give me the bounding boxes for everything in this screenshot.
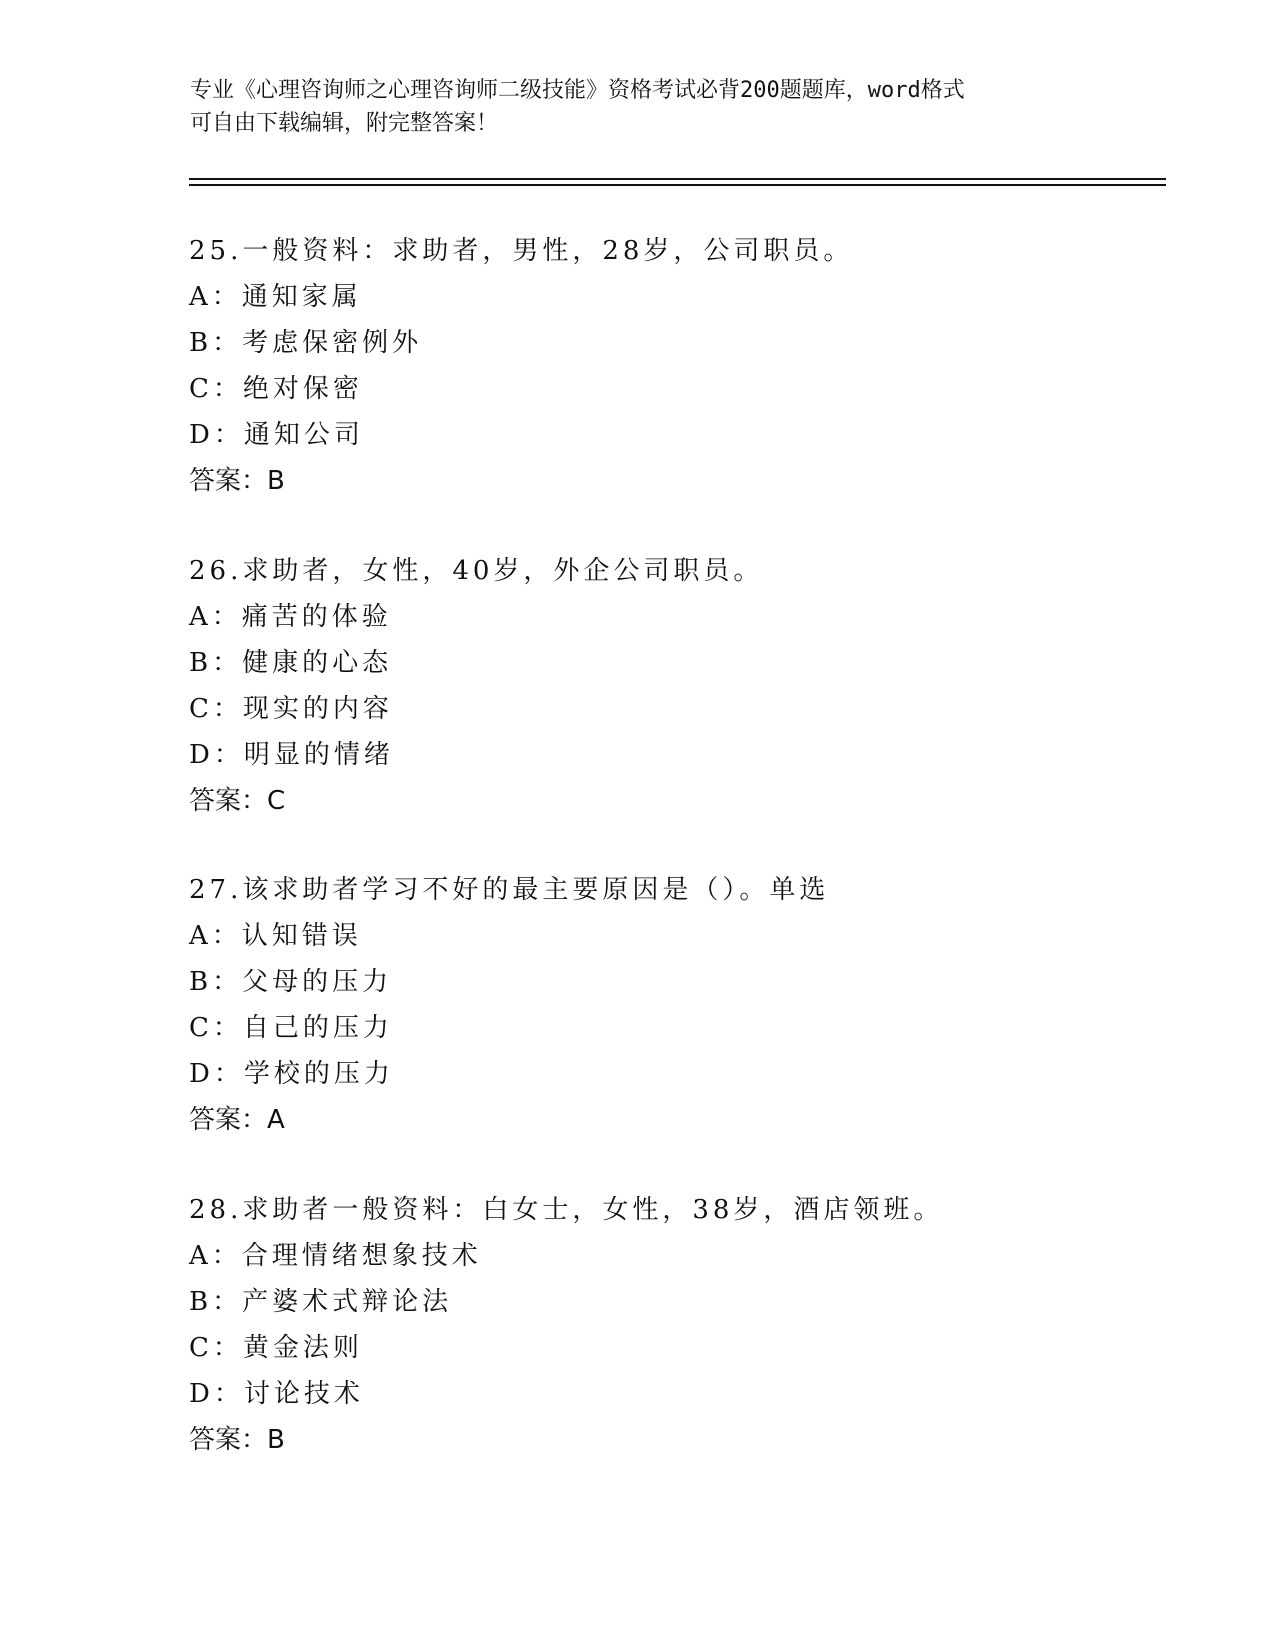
question-block-26 — [189, 548, 1149, 824]
header-line-2: 可自由下载编辑，附完整答案！ — [190, 111, 499, 136]
option-b: B：健康的心态 — [189, 648, 393, 678]
option-a: A：合理情绪想象技术 — [189, 1241, 482, 1271]
option-c: C：现实的内容 — [189, 694, 393, 724]
answer-line: 答案：B — [189, 466, 285, 496]
option-d: D：明显的情绪 — [189, 740, 394, 770]
option-c: C：黄金法则 — [189, 1333, 363, 1363]
option-a: A：通知家属 — [189, 282, 362, 312]
option-a: A：认知错误 — [189, 921, 362, 951]
question-stem: 26.求助者，女性，40岁，外企公司职员。 — [189, 556, 764, 586]
option-d: D：讨论技术 — [189, 1379, 364, 1409]
option-d: D：通知公司 — [189, 420, 364, 450]
question-stem: 27.该求助者学习不好的最主要原因是（）。单选 — [189, 875, 830, 905]
header-divider-bottom — [189, 184, 1166, 186]
document-header — [190, 74, 1070, 140]
question-stem: 28.求助者一般资料：白女士，女性，38岁，酒店领班。 — [189, 1195, 944, 1225]
header-line-1: 专业《心理咨询师之心理咨询师二级技能》资格考试必背200题题库，word格式 — [190, 78, 965, 103]
option-d: D：学校的压力 — [189, 1059, 394, 1089]
question-block-28 — [189, 1187, 1149, 1463]
question-block-27 — [189, 867, 1149, 1143]
answer-line: 答案：B — [189, 1425, 285, 1455]
question-block-25 — [189, 228, 1149, 504]
answer-line: 答案：C — [189, 786, 286, 816]
option-b: B：考虑保密例外 — [189, 328, 423, 358]
header-divider-top — [189, 178, 1166, 180]
answer-line: 答案：A — [189, 1105, 285, 1135]
question-stem: 25.一般资料：求助者，男性，28岁，公司职员。 — [189, 236, 854, 266]
option-c: C：绝对保密 — [189, 374, 363, 404]
option-c: C：自己的压力 — [189, 1013, 393, 1043]
option-b: B：产婆术式辩论法 — [189, 1287, 453, 1317]
option-b: B：父母的压力 — [189, 967, 393, 997]
option-a: A：痛苦的体验 — [189, 602, 392, 632]
